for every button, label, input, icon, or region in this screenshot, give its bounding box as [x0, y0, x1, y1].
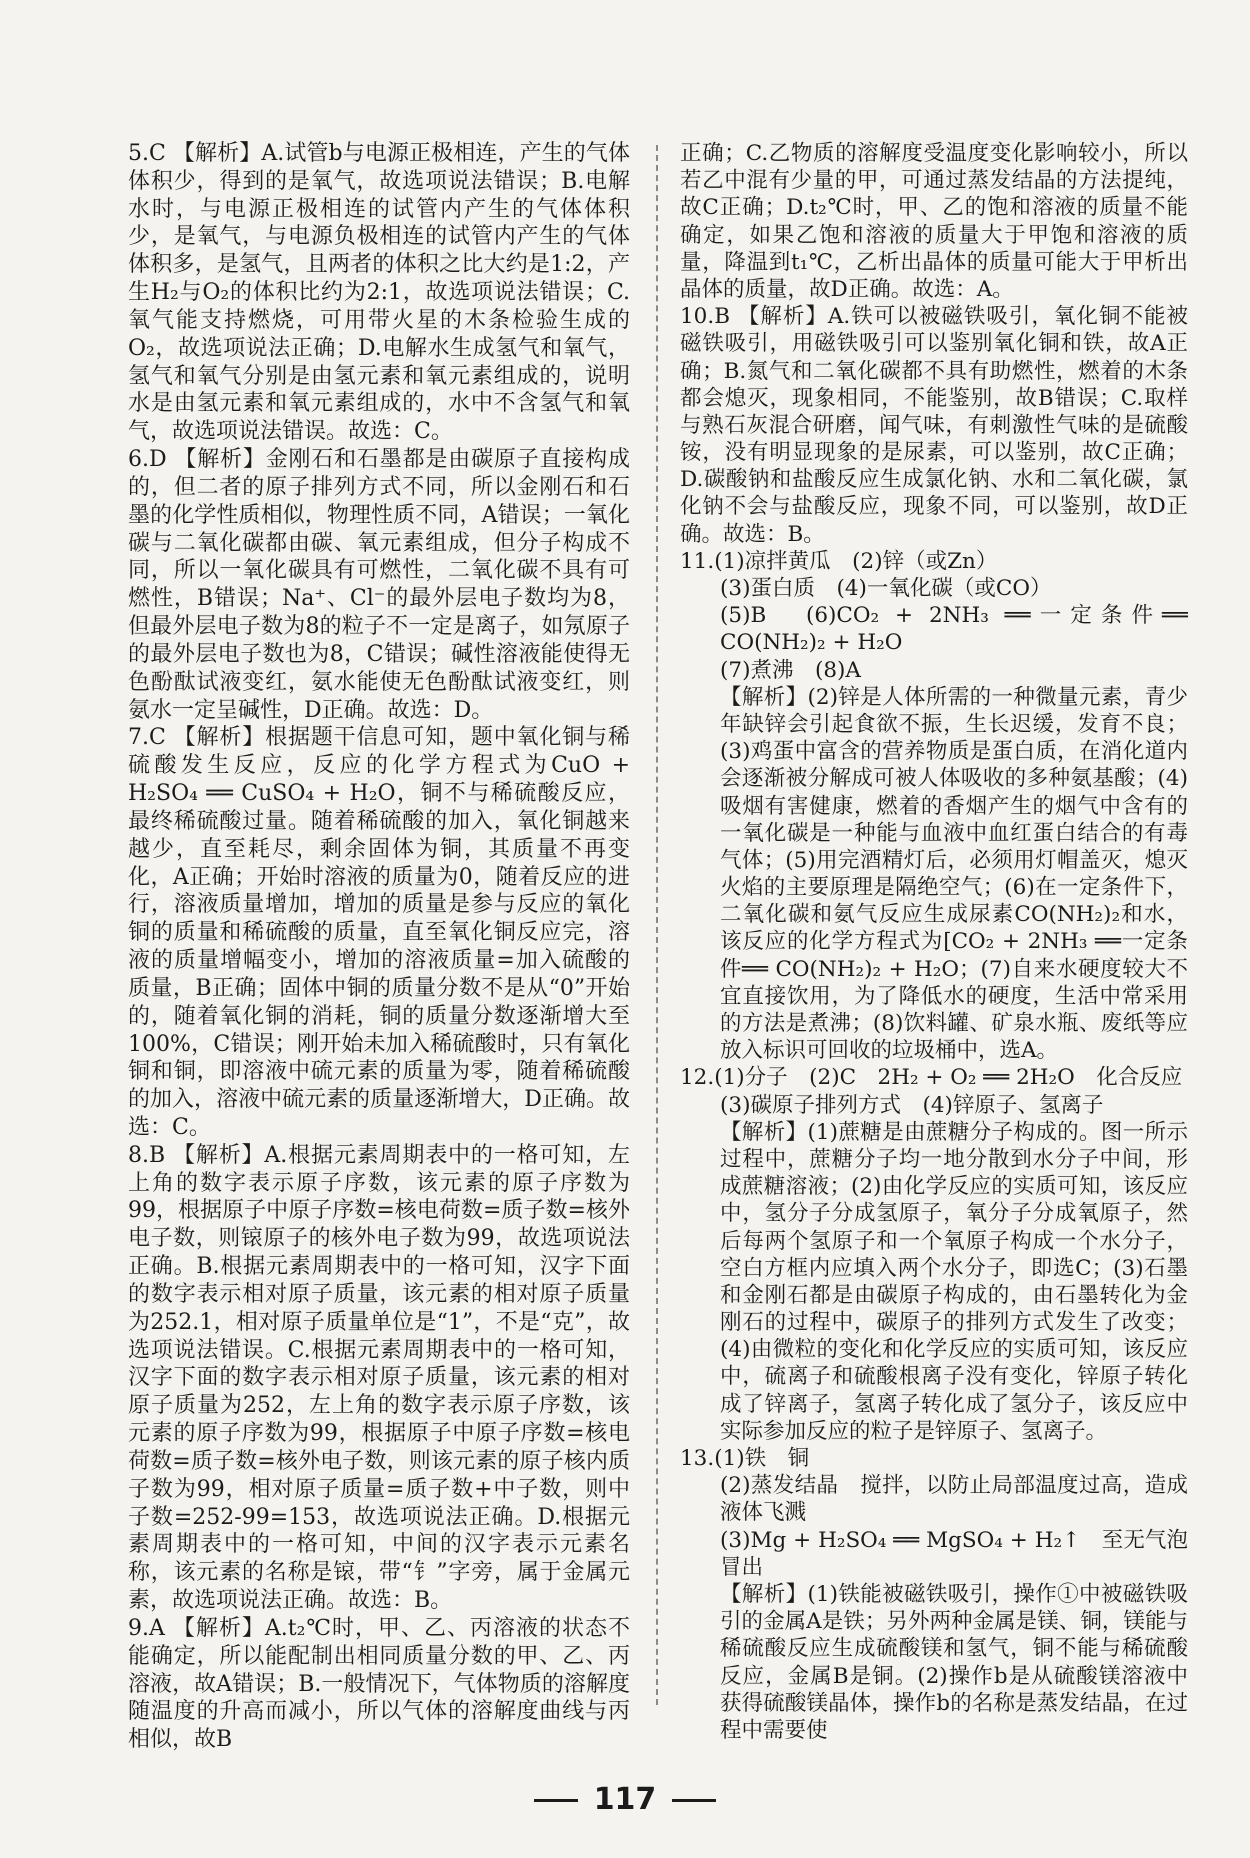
answer-13-analysis: 【解析】(1)铁能被磁铁吸引，操作①中被磁铁吸引的金属A是铁；另外两种金属是镁、铜，镁能与稀硫酸反应生成硫酸镁和氢气，铜不能与稀硫酸反应，金属B是铜。(2)操作b是从硫酸镁溶液中获得硫酸镁晶体，操作b的名称是蒸发结晶，在过程中需要使	[720, 1581, 1188, 1743]
answer-12-analysis: 【解析】(1)蔗糖是由蔗糖分子构成的。图一所示过程中，蔗糖分子均一地分散到水分子中间，形成蔗糖溶液；(2)由化学反应的实质可知，该反应中，氢分子分成氢原子，氧分子分成氧原子，然后每两个氢原子和一个氧原子构成一个水分子，空白方框内应填入两个水分子，即选C；(3)石墨和金刚石都是由碳原子构成的，由石墨转化为金刚石的过程中，碳原子的排列方式发生了改变；(4)由微粒的变化和化学反应的实质可知，该反应中，硫离子和硫酸根离子没有变化，锌原子转化成了锌离子，氢离子转化成了氢分子，该反应中实际参加反应的粒子是锌原子、氢离子。	[720, 1119, 1188, 1444]
left-column	[128, 140, 630, 1754]
footer-dash-right	[672, 1799, 716, 1802]
page-number: 117	[593, 1782, 657, 1817]
answer-9: 9.A 【解析】A.t₂℃时，甲、乙、丙溶液的状态不能确定，所以能配制出相同质量分数的甲、乙、丙溶液，故A错误；B.一般情况下，气体物质的溶解度随温度的升高而减小，所以气体的溶解度曲线与丙相似，故B	[128, 1615, 630, 1753]
answer-12-line-2: (3)碳原子排列方式 (4)锌原子、氢离子	[720, 1092, 1104, 1118]
answer-5: 5.C 【解析】A.试管b与电源正极相连，产生的气体体积少，得到的是氧气，故选项说法错误；B.电解水时，与电源正极相连的试管内产生的气体体积少，是氧气，与电源负极相连的试管内产生的气体体积多，是氢气，且两者的体积之比大约是1:2，产生H₂与O₂的体积比约为2:1，故选项说法错误；C.氧气能支持燃烧，可用带火星的木条检验生成的O₂，故选项说法正确；D.电解水生成氢气和氧气，氢气和氧气分别是由氢元素和氧元素组成的，说明水是由氢元素和氧元素组成的，水中不含氢气和氧气，故选项说法错误。故选：C。	[128, 141, 630, 445]
answer-13-line-2: (2)蒸发结晶 搅拌，以防止局部温度过高，造成液体飞溅	[720, 1473, 1188, 1526]
answer-12-line-1: 12.(1)分子 (2)C 2H₂ + O₂ ══ 2H₂O 化合反应	[680, 1065, 1183, 1091]
answer-8: 8.B 【解析】A.根据元素周期表中的一格可知，左上角的数字表示原子序数，该元素的原子序数为99，根据原子中原子序数=核电荷数=质子数=核外电子数，则锿原子的核外电子数为99，故选项说法正确。B.根据元素周期表中的一格可知，汉字下面的数字表示相对原子质量，该元素的相对原子质量为252.1，相对原子质量单位是“1”，不是“克”，故选项说法错误。C.根据元素周期表中的一格可知，汉字下面的数字表示相对原子质量，该元素的相对原子质量为252，左上角的数字表示原子序数，该元素的原子序数为99，根据原子中原子序数=核电荷数=质子数=核外电子数，则该元素的原子核内质子数为99，相对原子质量=质子数+中子数，则中子数=252-99=153，故选项说法正确。D.根据元素周期表中的一格可知，中间的汉字表示元素名称，该元素的名称是锿，带“钅”字旁，属于金属元素，故选项说法正确。故选：B。	[128, 1142, 630, 1614]
answer-11-line-4: (7)煮沸 (8)A	[720, 657, 861, 683]
answer-11-line-2: (3)蛋白质 (4)一氧化碳（或CO）	[720, 576, 1052, 601]
footer-dash-left	[534, 1799, 578, 1802]
answer-7: 7.C 【解析】根据题干信息可知，题中氧化铜与稀硫酸发生反应，反应的化学方程式为CuO + H₂SO₄ ══ CuSO₄ + H₂O，铜不与稀硫酸反应，最终稀硫酸过量。随着稀硫酸的加入，氧化铜越来越少，直至耗尽，剩余固体为铜，其质量不再变化，A正确；开始时溶液的质量为0，随着反应的进行，溶液质量增加，增加的质量是参与反应的氧化铜的质量和稀硫酸的质量，直至氧化铜反应完，溶液的质量增幅变小，增加的溶液质量=加入硫酸的质量，B正确；固体中铜的质量分数不是从“0”开始的，随着氧化铜的消耗，铜的质量分数逐渐增大至100%，C错误；刚开始未加入稀硫酸时，只有氧化铜和铜，即溶液中硫元素的质量为零，随着稀硫酸的加入，溶液中硫元素的质量逐渐增大，D正确。故选：C。	[128, 725, 630, 1140]
answer-11-line-1: 11.(1)凉拌黄瓜 (2)锌（或Zn）	[680, 548, 998, 574]
answer-13-line-3: (3)Mg + H₂SO₄ ══ MgSO₄ + H₂↑ 至无气泡冒出	[720, 1527, 1188, 1580]
answer-10: 10.B 【解析】A.铁可以被磁铁吸引，氧化铜不能被磁铁吸引，用磁铁吸引可以鉴别氧化铜和铁，故A正确；B.氮气和二氧化碳都不具有助燃性，燃着的木条都会熄灭，现象相同，不能鉴别，故B错误；C.取样与熟石灰混合研磨，闻气味，有刺激性气味的是硫酸铵，没有明显现象的是尿素，可以鉴别，故C正确；D.碳酸钠和盐酸反应生成氯化钠、水和二氧化碳，氯化钠不会与盐酸反应，现象不同，可以鉴别，故D正确。故选：B。	[680, 304, 1188, 547]
page-footer	[0, 1782, 1250, 1817]
answer-9-continued: 正确；C.乙物质的溶解度受温度变化影响较小，所以若乙中混有少量的甲，可通过蒸发结晶的方法提纯，故C正确；D.t₂℃时，甲、乙的饱和溶液的质量不能确定，如果乙饱和溶液的质量大于甲饱和溶液的质量，降温到t₁℃，乙析出晶体的质量可能大于甲析出晶体的质量，故D正确。故选：A。	[680, 141, 1188, 302]
answer-6: 6.D 【解析】金刚石和石墨都是由碳原子直接构成的，但二者的原子排列方式不同，所以金刚石和石墨的化学性质相似，物理性质不同，A错误；一氧化碳与二氧化碳都由碳、氧元素组成，但分子构成不同，所以一氧化碳具有可燃性，二氧化碳不具有可燃性，B错误；Na⁺、Cl⁻的最外层电子数均为8，但最外层电子数为8的粒子不一定是离子，如氖原子的最外层电子数也为8，C错误；碱性溶液能使得无色酚酞试液变红，氨水能使无色酚酞试液变红，则氨水一定呈碱性，D正确。故选：D。	[128, 447, 630, 723]
answer-11-line-3: (5)B (6)CO₂ + 2NH₃ ══一定条件══ CO(NH₂)₂ + H₂O	[720, 603, 1188, 656]
answer-13-line-1: 13.(1)铁 铜	[680, 1446, 810, 1471]
right-column	[680, 140, 1188, 1744]
column-divider	[656, 145, 658, 1705]
answer-11-analysis: 【解析】(2)锌是人体所需的一种微量元素，青少年缺锌会引起食欲不振，生长迟缓，发育不良；(3)鸡蛋中富含的营养物质是蛋白质，在消化道内会逐渐被分解成可被人体吸收的多种氨基酸；(4)吸烟有害健康，燃着的香烟产生的烟气中含有的一氧化碳是一种能与血液中血红蛋白结合的有毒气体；(5)用完酒精灯后，必须用灯帽盖灭，熄灭火焰的主要原理是隔绝空气；(6)在一定条件下，二氧化碳和氨气反应生成尿素CO(NH₂)₂和水，该反应的化学方程式为[CO₂ + 2NH₃ ══一定条件══ CO(NH₂)₂ + H₂O；(7)自来水硬度较大不宜直接饮用，为了降低水的硬度，生活中常采用的方法是煮沸；(8)饮料罐、矿泉水瓶、废纸等应放入标识可回收的垃圾桶中，选A。	[720, 684, 1188, 1064]
